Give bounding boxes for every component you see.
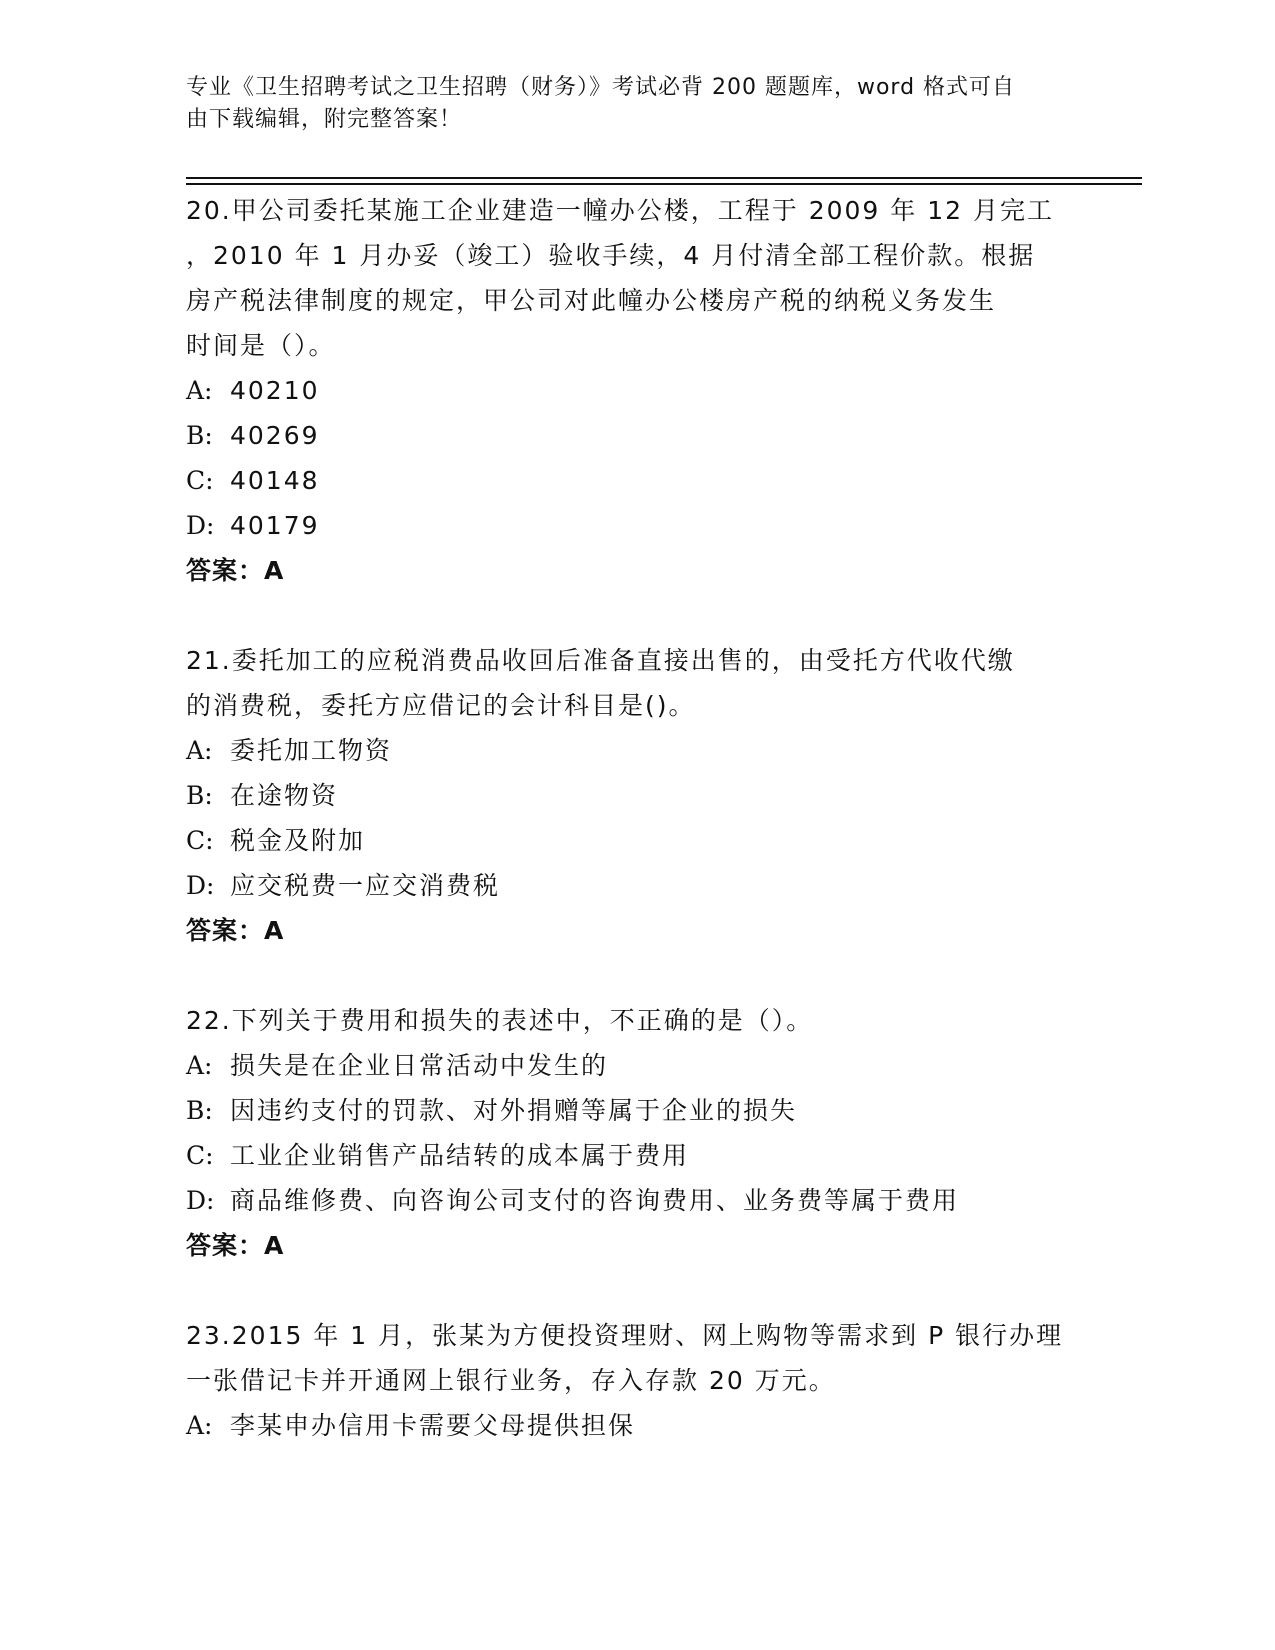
option-letter: A:: [186, 1411, 213, 1440]
question-stem-line: ，2010 年 1 月办妥（竣工）验收手续，4 月付清全部工程价款。根据: [186, 241, 1036, 270]
answer-line: 答案：A: [186, 916, 285, 945]
answer-line: 答案：A: [186, 556, 285, 585]
document-header: [186, 72, 1066, 136]
option-letter: C:: [186, 826, 214, 855]
answer-line: 答案：A: [186, 1231, 285, 1260]
header-divider-bottom: [186, 183, 1142, 185]
question-21: [186, 638, 1086, 953]
question-stem-line: 22.下列关于费用和损失的表述中，不正确的是（）。: [186, 1006, 814, 1035]
option-b: [186, 1088, 1086, 1133]
option-text: 李某申办信用卡需要父母提供担保: [230, 1411, 636, 1440]
option-c: [186, 458, 1086, 503]
question-stem-line: 一张借记卡并开通网上银行业务，存入存款 20 万元。: [186, 1366, 836, 1395]
option-b: [186, 413, 1086, 458]
option-a: [186, 368, 1086, 413]
question-20: [186, 188, 1086, 593]
option-letter: C:: [186, 1141, 214, 1170]
header-line-1: 专业《卫生招聘考试之卫生招聘（财务）》考试必背 200 题题库，word 格式可自: [186, 75, 1016, 100]
option-letter: A:: [186, 1051, 213, 1080]
option-letter: D:: [186, 871, 215, 900]
option-letter: C:: [186, 466, 214, 495]
option-text: 损失是在企业日常活动中发生的: [230, 1051, 609, 1080]
question-stem-line: 23.2015 年 1 月，张某为方便投资理财、网上购物等需求到 P 银行办理: [186, 1321, 1064, 1350]
option-text: 委托加工物资: [230, 736, 393, 765]
spacer: [186, 953, 1086, 998]
header-divider-top: [186, 177, 1142, 179]
header-line-2: 由下载编辑，附完整答案！: [186, 107, 463, 132]
option-letter: D:: [186, 511, 215, 540]
option-text: 应交税费一应交消费税: [230, 871, 501, 900]
option-text: 在途物资: [230, 781, 339, 810]
question-stem-line: 的消费税，委托方应借记的会计科目是()。: [186, 691, 696, 720]
option-d: [186, 503, 1086, 548]
option-letter: D:: [186, 1186, 215, 1215]
option-letter: B:: [186, 1096, 213, 1125]
option-text: 40148: [230, 466, 320, 495]
option-c: [186, 818, 1086, 863]
option-d: [186, 1178, 1086, 1223]
spacer: [186, 593, 1086, 638]
option-text: 工业企业销售产品结转的成本属于费用: [230, 1141, 690, 1170]
option-text: 因违约支付的罚款、对外捐赠等属于企业的损失: [230, 1096, 798, 1125]
option-letter: B:: [186, 781, 213, 810]
spacer: [186, 1268, 1086, 1313]
option-text: 40210: [230, 376, 320, 405]
question-stem-line: 时间是（）。: [186, 331, 336, 360]
question-23: [186, 1313, 1086, 1448]
option-a: [186, 728, 1086, 773]
option-text: 40179: [230, 511, 320, 540]
option-letter: A:: [186, 376, 213, 405]
option-d: [186, 863, 1086, 908]
option-text: 40269: [230, 421, 320, 450]
question-stem-line: 21.委托加工的应税消费品收回后准备直接出售的，由受托方代收代缴: [186, 646, 1015, 675]
question-stem-line: 房产税法律制度的规定，甲公司对此幢办公楼房产税的纳税义务发生: [186, 286, 997, 315]
question-stem-line: 20.甲公司委托某施工企业建造一幢办公楼，工程于 2009 年 12 月完工: [186, 196, 1054, 225]
option-b: [186, 773, 1086, 818]
option-letter: A:: [186, 736, 213, 765]
option-text: 商品维修费、向咨询公司支付的咨询费用、业务费等属于费用: [230, 1186, 960, 1215]
option-a: [186, 1403, 1086, 1448]
option-c: [186, 1133, 1086, 1178]
option-a: [186, 1043, 1086, 1088]
question-list: [186, 188, 1086, 1448]
question-22: [186, 998, 1086, 1268]
option-text: 税金及附加: [230, 826, 366, 855]
option-letter: B:: [186, 421, 213, 450]
